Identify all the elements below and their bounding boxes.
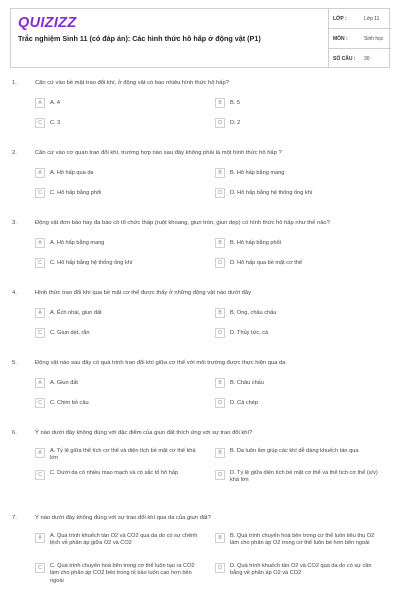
option-text: C. Chim bồ câu bbox=[50, 399, 89, 406]
option-text: B. Quá trình chuyển hoá bên trong cơ thể luôn tiêu thụ O2 làm cho phân áp O2 trong cơ thể luôn bé hơn bên ngoài bbox=[230, 533, 375, 547]
option-letter-badge: A bbox=[35, 448, 45, 458]
option-letter-badge: A bbox=[35, 308, 45, 318]
option-letter-badge: A bbox=[35, 98, 45, 108]
question-text: Động vật đơn bào hay đa bào có tổ chức thấp (ruột khoang, giun tròn, giun dẹp) có hình thức hô hấp như thế nào? bbox=[35, 220, 330, 226]
option-text: A. 4 bbox=[50, 99, 60, 106]
question-number: 7. bbox=[12, 515, 17, 521]
question-number: 5. bbox=[12, 360, 17, 366]
option-text: A. Quá trình khuếch tán O2 và CO2 qua da do có sự chênh lệch về phân áp giữa O2 và CO2 bbox=[50, 533, 198, 547]
meta-row-subject bbox=[329, 29, 391, 49]
option-letter-badge: C bbox=[35, 563, 45, 573]
option-letter-badge: C bbox=[35, 118, 45, 128]
quizizz-logo: QUIZIZZ bbox=[18, 15, 77, 31]
option-letter-badge: B bbox=[215, 308, 225, 318]
question-text: Hình thức trao đổi khí qua bề mặt cơ thể được thấy ở những động vật nào dưới đây bbox=[35, 290, 252, 296]
option-text: A. Ếch nhái, giun đất bbox=[50, 309, 102, 316]
meta-row-class bbox=[329, 9, 391, 29]
question-text: Căn cứ vào cơ quan trao đổi khí, trường hợp nào sau đây không phải là một hình thức hô hấp ? bbox=[35, 150, 282, 156]
meta-key: MÔN : bbox=[333, 36, 348, 42]
option-letter-badge: D bbox=[215, 398, 225, 408]
option-letter-badge: C bbox=[35, 328, 45, 338]
question-text: Ý nào dưới đây không đúng với đặc điểm của giun đất thích ứng với sự trao đổi khí? bbox=[35, 430, 253, 436]
option-text: C. Hô hấp bằng phổi bbox=[50, 189, 102, 196]
option-text: C. Dưới da có nhiều mao mạch và có sắc tố hô hấp bbox=[50, 470, 179, 476]
meta-key: SỐ CÂU : bbox=[333, 56, 356, 62]
option-text: C. 3 bbox=[50, 119, 61, 126]
option-text: B. Hô hấp bằng mang bbox=[230, 169, 285, 176]
question-text: Động vật nào sau đây có quá trình trao đổi khí giữa cơ thể với môi trường được thực hiện qua da bbox=[35, 360, 286, 366]
option-letter-badge: B bbox=[215, 378, 225, 388]
meta-value: Lớp 11 bbox=[364, 16, 380, 22]
option-text: D. Quá trình khuếch tán O2 và CO2 qua da do có sự cân bằng về phân áp O2 và CO2 bbox=[230, 563, 372, 577]
option-letter-badge: A bbox=[35, 533, 45, 543]
option-letter-badge: C bbox=[35, 398, 45, 408]
option-letter-badge: B bbox=[215, 238, 225, 248]
meta-value: Sinh học bbox=[364, 36, 384, 42]
question-number: 3. bbox=[12, 220, 17, 226]
option-letter-badge: D bbox=[215, 563, 225, 573]
option-letter-badge: C bbox=[35, 188, 45, 198]
option-letter-badge: D bbox=[215, 118, 225, 128]
question-text: Ý nào dưới đây không đúng với sự trao đổi khí qua da của giun đất? bbox=[35, 515, 211, 521]
option-text: D. Thủy tức, cá bbox=[230, 329, 269, 336]
question-number: 2. bbox=[12, 150, 17, 156]
option-text: D. Cá chép bbox=[230, 399, 258, 406]
option-text: D. 2 bbox=[230, 119, 241, 126]
option-letter-badge: C bbox=[35, 258, 45, 268]
option-letter-badge: B bbox=[215, 98, 225, 108]
question-number: 6. bbox=[12, 430, 17, 436]
option-text: A. Hô hấp bằng mang bbox=[50, 239, 105, 246]
option-letter-badge: A bbox=[35, 238, 45, 248]
option-text: B. Châu chấu bbox=[230, 379, 264, 386]
question-text: Căn cứ vào bề mặt trao đổi khí, ở động vật có bao nhiêu hình thức hô hấp? bbox=[35, 80, 229, 86]
option-text: B. Ong, châu chấu bbox=[230, 309, 277, 316]
option-letter-badge: D bbox=[215, 328, 225, 338]
option-letter-badge: A bbox=[35, 168, 45, 178]
option-text: C. Giun dẹt, rắn bbox=[50, 329, 90, 336]
option-text: B. Hô hấp bằng phổi bbox=[230, 239, 282, 246]
option-letter-badge: A bbox=[35, 378, 45, 388]
option-letter-badge: C bbox=[35, 470, 45, 480]
option-letter-badge: D bbox=[215, 470, 225, 480]
option-text: A. Hô hấp qua da bbox=[50, 169, 94, 176]
question-number: 4. bbox=[12, 290, 17, 296]
meta-table bbox=[328, 9, 391, 67]
meta-row-count bbox=[329, 49, 391, 68]
option-letter-badge: B bbox=[215, 533, 225, 543]
option-letter-badge: B bbox=[215, 168, 225, 178]
option-text: D. Tỷ lệ giữa diện tích bề mặt cơ thể và thể tích cơ thể (s/v) khá lớn bbox=[230, 470, 378, 484]
worksheet-title: Trắc nghiệm Sinh 11 (có đáp án): Các hình thức hô hấp ở động vật (P1) bbox=[18, 34, 261, 43]
option-text: D. Hô hấp qua bề mặt cơ thể bbox=[230, 259, 303, 266]
option-text: B. 5 bbox=[230, 99, 240, 106]
option-text: C. Quá trình chuyển hoá bên trong cơ thể luôn tạo ra CO2 làm cho phân áp CO2 bên trong tế bào luôn cao hơn bên ngoài bbox=[50, 563, 195, 584]
option-text: B. Da luôn ẩm giúp các khí dễ dàng khuếch tán qua bbox=[230, 448, 359, 454]
option-text: A. Giun đất bbox=[50, 379, 78, 386]
option-text: D. Hô hấp bằng hệ thống ống khí bbox=[230, 189, 313, 196]
meta-key: LỚP : bbox=[333, 16, 347, 22]
question-number: 1. bbox=[12, 80, 17, 86]
option-letter-badge: D bbox=[215, 258, 225, 268]
option-text: C. Hô hấp bằng hệ thống ống khí bbox=[50, 259, 133, 266]
meta-value: 30 bbox=[364, 56, 370, 62]
option-text: A. Tỷ lệ giữa thể tích cơ thể và diện tích bề mặt cơ thể khá lớn bbox=[50, 448, 196, 462]
option-letter-badge: B bbox=[215, 448, 225, 458]
option-letter-badge: D bbox=[215, 188, 225, 198]
worksheet-header bbox=[10, 8, 390, 68]
